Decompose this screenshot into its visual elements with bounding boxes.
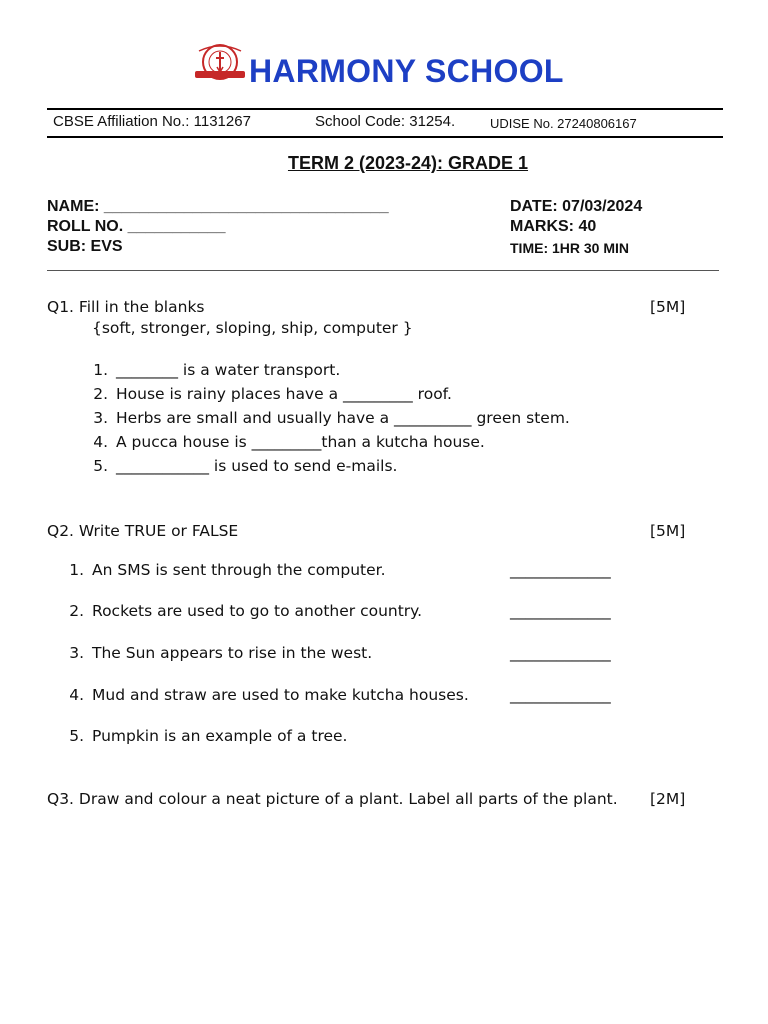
q2-answer-blank: _____________ [510, 644, 611, 662]
header-bottom-rule [47, 136, 723, 138]
exam-title: TERM 2 (2023-24): GRADE 1 [287, 153, 529, 173]
school-code: School Code: 31254. [315, 113, 456, 130]
q2-item-number: 2. [69, 602, 84, 620]
q2-item-number: 1. [69, 561, 84, 579]
q1-item-text: ____________ is used to send e-mails. [116, 457, 398, 475]
q1-item-number: 3. [93, 409, 108, 427]
q2-item-number: 4. [69, 686, 84, 704]
school-name: HARMONY SCHOOL [249, 53, 564, 89]
subject-label: SUB: EVS [47, 238, 123, 255]
q1-item-text: Herbs are small and usually have a __________ green stem. [116, 409, 570, 427]
q2-item-number: 3. [69, 644, 84, 662]
school-logo [191, 43, 249, 83]
q2-item-number: 5. [69, 727, 84, 745]
q1-item-number: 5. [93, 457, 108, 475]
q2-answer-blank: _____________ [510, 561, 611, 579]
header-top-rule [47, 108, 723, 110]
q1-item-number: 2. [93, 385, 108, 403]
q1-item-number: 4. [93, 433, 108, 451]
q1-item-text: A pucca house is _________than a kutcha house. [116, 433, 485, 451]
q1-item-number: 1. [93, 361, 108, 379]
q1-word-bank: {soft, stronger, sloping, ship, computer } [92, 319, 413, 337]
q2-item-text: The Sun appears to rise in the west. [92, 644, 373, 662]
q3-marks: [2M] [650, 790, 686, 808]
q2-title: Q2. Write TRUE or FALSE [47, 522, 239, 540]
q2-answer-blank: _____________ [510, 602, 611, 620]
q1-item-text: House is rainy places have a _________ roof. [116, 385, 452, 403]
roll-number-field: ROLL NO. ___________ [47, 218, 226, 235]
udise-number: UDISE No. 27240806167 [490, 116, 637, 131]
exam-duration: TIME: 1HR 30 MIN [510, 240, 630, 256]
q2-marks: [5M] [650, 522, 686, 540]
q1-title: Q1. Fill in the blanks [47, 298, 205, 316]
total-marks: MARKS: 40 [510, 218, 597, 235]
student-block-rule [47, 270, 719, 271]
student-name-field: NAME: ________________________________ [47, 198, 389, 215]
q1-marks: [5M] [650, 298, 686, 316]
q2-item-text: Pumpkin is an example of a tree. [92, 727, 348, 745]
q2-item-text: An SMS is sent through the computer. [92, 561, 386, 579]
exam-date: DATE: 07/03/2024 [510, 198, 643, 215]
q1-item-text: ________ is a water transport. [116, 361, 341, 379]
q2-item-text: Mud and straw are used to make kutcha houses. [92, 686, 469, 704]
q2-answer-blank: _____________ [510, 686, 611, 704]
q3-title: Q3. Draw and colour a neat picture of a plant. Label all parts of the plant. [47, 790, 618, 808]
q2-item-text: Rockets are used to go to another country. [92, 602, 423, 620]
affiliation-number: CBSE Affiliation No.: 1131267 [53, 113, 251, 130]
